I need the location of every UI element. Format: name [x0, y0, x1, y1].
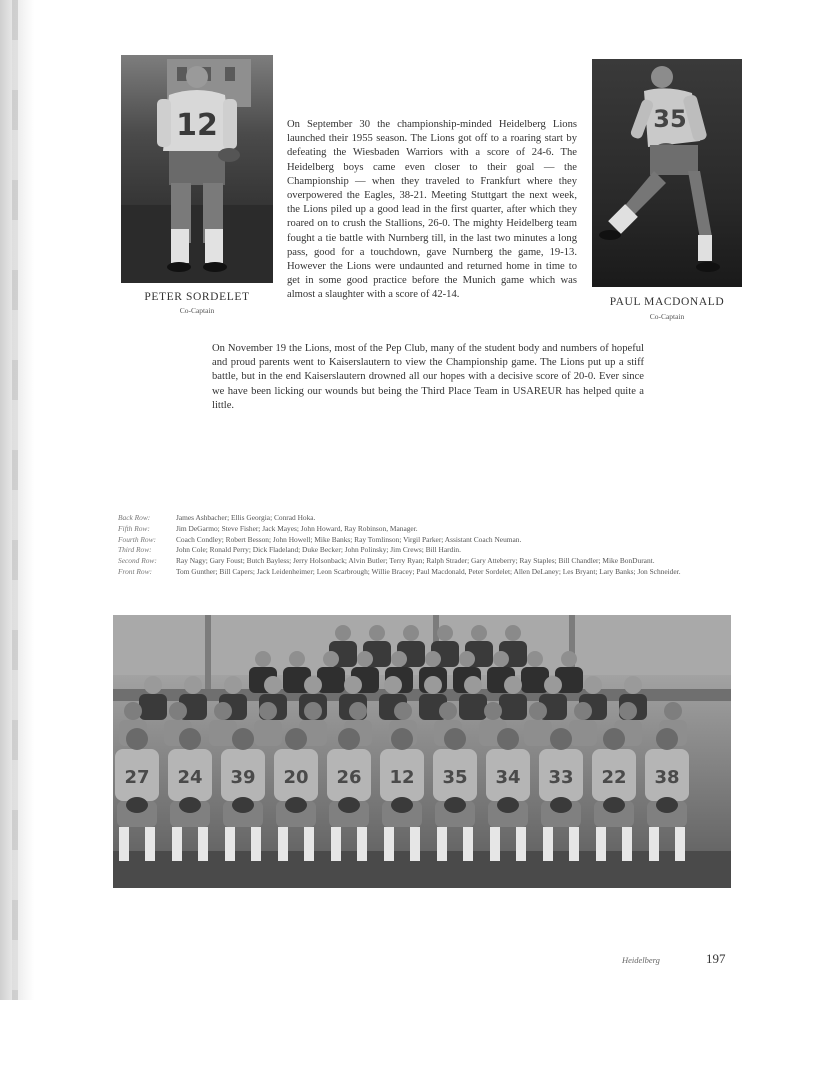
- roster-row-label: Fourth Row:: [118, 534, 156, 544]
- roster-row-names: John Cole; Ronald Perry; Dick Fladeland; Duke Becker; John Polinsky; Jim Crews; Bill Hardin.: [176, 545, 461, 555]
- roster-row: [118, 557, 734, 566]
- jersey-number: 22: [601, 767, 627, 788]
- footer-school-name: Heidelberg: [622, 955, 660, 965]
- season-story-paragraph-2: On November 19 the Lions, most of the Pep Club, many of the student body and numbers of hopeful and proud parents went to Kaiserslautern to view the Championship game. The Lions put up a stiff battle, but in the end Kaiserslautern drowned all our hopes with a decisive score of 20-0. Ever since we have been licking our wounds but being the Third Place Team in USAREUR has helped quite a little.: [212, 343, 644, 411]
- jersey-number: 12: [389, 767, 415, 788]
- roster-row: [118, 525, 734, 534]
- jersey-number: 35: [442, 767, 468, 788]
- roster-row-label: Fifth Row:: [118, 523, 150, 533]
- jersey-number: 26: [336, 767, 362, 788]
- team-roster: [118, 514, 734, 579]
- roster-row-names: Ray Nagy; Gary Foust; Butch Bayless; Jerry Holsonback; Alvin Butler; Terry Ryan; Ralph Strader; Gary Atteberry; Ray Staples; Bill Chandler; Mike BonDurant.: [176, 556, 655, 566]
- roster-row: [118, 514, 734, 523]
- roster-row-label: Second Row:: [118, 556, 157, 566]
- roster-row-label: Third Row:: [118, 545, 152, 555]
- jersey-number: 39: [230, 767, 256, 788]
- photo-peter-sordelet: [121, 55, 273, 283]
- jersey-number: 27: [124, 767, 150, 788]
- jersey-number: 38: [654, 767, 680, 788]
- jersey-number: 34: [495, 767, 521, 788]
- jersey-number: 33: [548, 767, 574, 788]
- roster-row-names: Jim DeGarmo; Steve Fisher; Jack Mayes; John Howard, Ray Robinson, Manager.: [176, 523, 418, 533]
- caption-name-left: PETER SORDELET: [144, 291, 250, 303]
- roster-row-names: Coach Condley; Robert Besson; John Howell; Mike Banks; Ray Tomlinson; Virgil Parker; Assistant Coach Neuman.: [176, 534, 522, 544]
- jersey-number: 20: [283, 767, 309, 788]
- roster-row-label: Back Row:: [118, 513, 151, 522]
- jersey-number-12: 12: [176, 108, 218, 143]
- roster-row-names: James Ashbacher; Ellis Georgia; Conrad Hoka.: [176, 513, 316, 522]
- roster-row: [118, 536, 734, 545]
- caption-name-right: PAUL MACDONALD: [609, 296, 725, 308]
- team-photo: [113, 615, 731, 888]
- binding-gutter: [0, 0, 34, 1000]
- photo-paul-macdonald: [592, 59, 742, 287]
- roster-row: [118, 568, 734, 577]
- caption-role-left: Co-Captain: [179, 306, 215, 315]
- roster-row: [118, 546, 734, 555]
- jersey-number: 24: [177, 767, 203, 788]
- caption-role-right: Co-Captain: [649, 312, 685, 321]
- page-number: 197: [706, 951, 726, 966]
- season-story-paragraph-1: On September 30 the championship-minded Heidelberg Lions launched their 1955 season. The Lions got off to a roaring start by defeating the Wiesbaden Warriors with a score of 24-6. The Heidelberg boys came even closer to their goal — the Championship — when they traveled to Frankfurt where they overpowered the Eagles, 38-21. Meeting Stuttgart the next week, the Lions piled up a good lead in the first quarter, after which they roared on to crush the Stallions, 26-0. The mighty Heidelberg team fought a tie battle with Nurnberg till, in the last two minutes a long pass, good for a touchdown, gave Nurnberg the game, 19-13. However the Lions were undaunted and returned home in time to get in some good practice before the Munich game which was almost a slaughter with a score of 42-14.: [287, 119, 577, 301]
- roster-row-label: Front Row:: [118, 566, 153, 576]
- jersey-number-35: 35: [653, 105, 687, 133]
- roster-row-names: Tom Gunther; Bill Capers; Jack Leidenheimer; Leon Scarbrough; Willie Bracey; Paul Macdonald, Peter Sordelet; Allen DeLaney; Les Bryant; Lary Banks; Jon Schneider.: [176, 566, 681, 576]
